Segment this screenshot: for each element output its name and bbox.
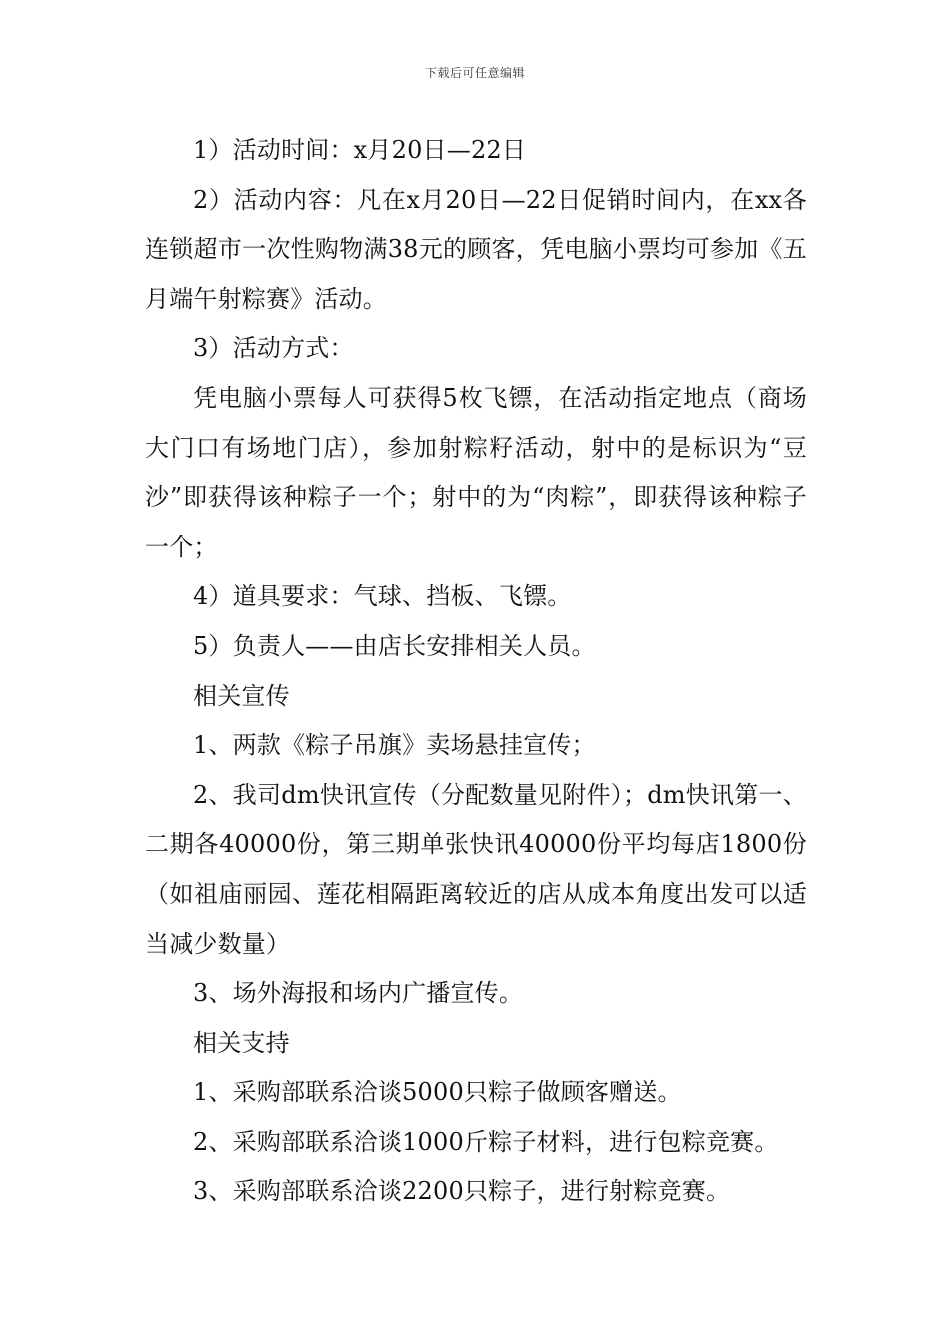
paragraph-support-3: 3、采购部联系洽谈2200只粽子，进行射粽竞赛。: [193, 1177, 731, 1206]
paragraph-activity-time: 1）活动时间：x月20日—22日: [193, 136, 527, 164]
paragraph-promotion-1: 1、两款《粽子吊旗》卖场悬挂宣传；: [193, 731, 596, 760]
paragraph-person-in-charge: 5）负责人——由店长安排相关人员。: [193, 631, 596, 660]
paragraph-activity-method-heading: 3）活动方式：: [193, 334, 354, 363]
paragraph-promotion-3: 3、场外海报和场内广播宣传。: [193, 979, 524, 1008]
paragraph-support-2: 2、采购部联系洽谈1000斤粽子材料，进行包粽竞赛。: [193, 1127, 779, 1156]
paragraph-activity-content: 2）活动内容：凡在x月20日—22日促销时间内，在xx各连锁超市一次性购物满38元的顾客，凭电脑小票均可参加《五月端午射粽赛》活动。: [145, 185, 807, 313]
paragraph-promotion-2: 2、我司dm快讯宣传（分配数量见附件）；dm快讯第一、二期各40000份，第三期单张快讯40000份平均每店1800份（如祖庙丽园、莲花相隔距离较近的店从成本角度出发可以适当减少数量）: [145, 780, 807, 958]
page-header-note: 下载后可任意编辑: [424, 66, 525, 80]
paragraph-activity-method: 凭电脑小票每人可获得5枚飞镖，在活动指定地点（商场大门口有场地门店），参加射粽籽活动，射中的是标识为“豆沙”即获得该种粽子一个；射中的为“肉粽”，即获得该种粽子一个；: [145, 383, 807, 561]
document-body: [145, 126, 807, 1217]
paragraph-props: 4）道具要求：气球、挡板、飞镖。: [193, 582, 572, 611]
section-heading-support: 相关支持: [193, 1028, 290, 1057]
paragraph-support-1: 1、采购部联系洽谈5000只粽子做顾客赠送。: [193, 1078, 682, 1107]
section-heading-promotion: 相关宣传: [193, 681, 290, 710]
